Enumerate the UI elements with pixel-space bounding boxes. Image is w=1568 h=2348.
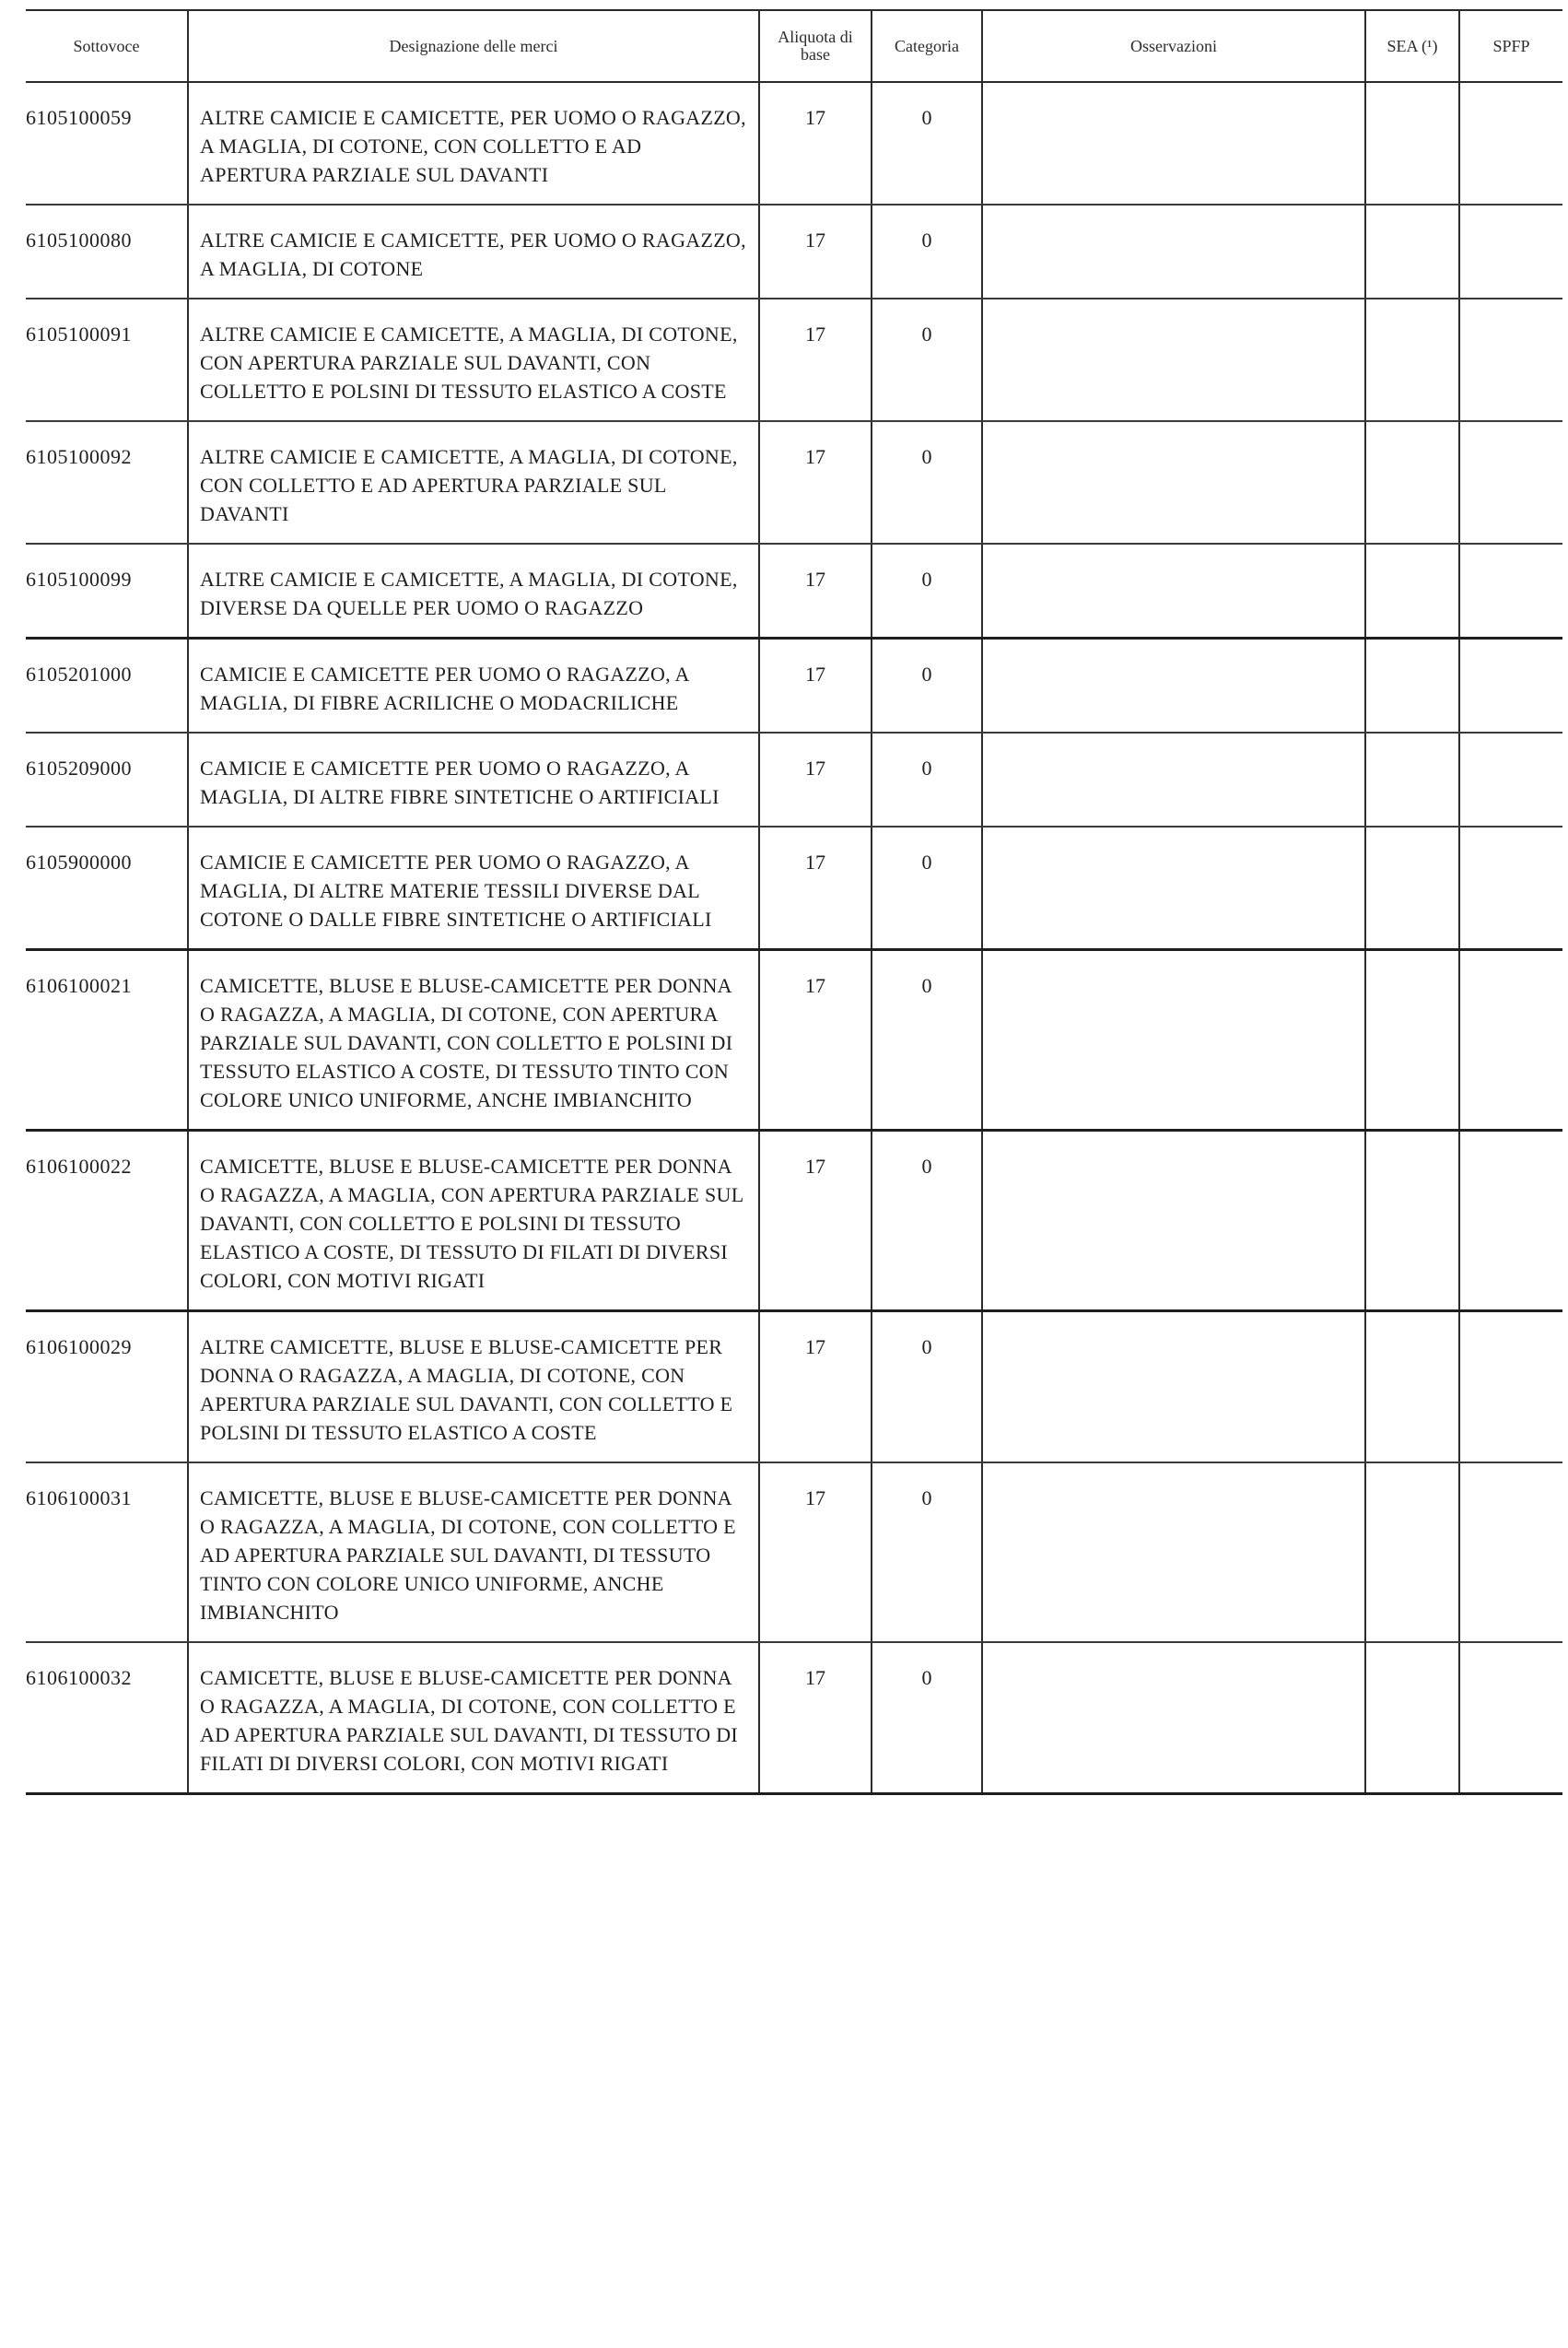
cell-description: ALTRE CAMICETTE, BLUSE E BLUSE-CAMICETTE PER DONNA O RAGAZZA, A MAGLIA, DI COTONE, CON APERTURA PARZIALE SUL DAVANTI, CON COLLETTO E POLSINI DI TESSUTO ELASTICO A COSTE — [188, 1311, 759, 1463]
cell-observations — [982, 82, 1365, 205]
table-row — [26, 950, 1562, 1131]
cell-description: CAMICETTE, BLUSE E BLUSE-CAMICETTE PER DONNA O RAGAZZA, A MAGLIA, CON APERTURA PARZIALE SUL DAVANTI, CON COLLETTO E POLSINI DI TESSUTO ELASTICO A COSTE, DI TESSUTO DI FILATI DI DIVERSI COLORI, CON MOTIVI RIGATI — [188, 1131, 759, 1311]
table-row — [26, 1462, 1562, 1642]
cell-base-rate: 17 — [759, 1462, 872, 1642]
cell-description: ALTRE CAMICIE E CAMICETTE, PER UOMO O RAGAZZO, A MAGLIA, DI COTONE, CON COLLETTO E AD APERTURA PARZIALE SUL DAVANTI — [188, 82, 759, 205]
cell-code: 6105209000 — [26, 733, 188, 827]
header-category: Categoria — [872, 10, 982, 82]
cell-category: 0 — [872, 82, 982, 205]
cell-sea — [1365, 950, 1459, 1131]
cell-description: ALTRE CAMICIE E CAMICETTE, A MAGLIA, DI COTONE, CON COLLETTO E AD APERTURA PARZIALE SUL DAVANTI — [188, 421, 759, 544]
cell-category: 0 — [872, 1131, 982, 1311]
cell-code: 6106100021 — [26, 950, 188, 1131]
cell-sea — [1365, 421, 1459, 544]
cell-code: 6105100080 — [26, 205, 188, 299]
table-row — [26, 82, 1562, 205]
cell-code: 6106100031 — [26, 1462, 188, 1642]
table-row — [26, 1642, 1562, 1794]
table-header — [26, 10, 1562, 82]
cell-description: CAMICIE E CAMICETTE PER UOMO O RAGAZZO, A MAGLIA, DI ALTRE MATERIE TESSILI DIVERSE DAL COTONE O DALLE FIBRE SINTETICHE O ARTIFICIALI — [188, 827, 759, 950]
cell-code: 6105100099 — [26, 544, 188, 639]
cell-observations — [982, 1311, 1365, 1463]
cell-base-rate: 17 — [759, 1131, 872, 1311]
cell-spfp — [1459, 421, 1562, 544]
header-sea: SEA (¹) — [1365, 10, 1459, 82]
cell-sea — [1365, 1642, 1459, 1794]
cell-description: CAMICETTE, BLUSE E BLUSE-CAMICETTE PER DONNA O RAGAZZA, A MAGLIA, DI COTONE, CON APERTURA PARZIALE SUL DAVANTI, CON COLLETTO E POLSINI DI TESSUTO ELASTICO A COSTE, DI TESSUTO TINTO CON COLORE UNICO UNIFORME, ANCHE IMBIANCHITO — [188, 950, 759, 1131]
table-row — [26, 299, 1562, 421]
cell-observations — [982, 205, 1365, 299]
cell-spfp — [1459, 733, 1562, 827]
cell-code: 6106100029 — [26, 1311, 188, 1463]
cell-category: 0 — [872, 544, 982, 639]
cell-sea — [1365, 639, 1459, 734]
cell-base-rate: 17 — [759, 1642, 872, 1794]
cell-observations — [982, 1131, 1365, 1311]
cell-spfp — [1459, 950, 1562, 1131]
cell-category: 0 — [872, 299, 982, 421]
cell-category: 0 — [872, 205, 982, 299]
header-code: Sottovoce — [26, 10, 188, 82]
cell-category: 0 — [872, 639, 982, 734]
cell-base-rate: 17 — [759, 205, 872, 299]
cell-observations — [982, 421, 1365, 544]
cell-observations — [982, 733, 1365, 827]
cell-base-rate: 17 — [759, 82, 872, 205]
cell-base-rate: 17 — [759, 1311, 872, 1463]
cell-base-rate: 17 — [759, 544, 872, 639]
cell-spfp — [1459, 544, 1562, 639]
tariff-table — [26, 9, 1562, 1795]
cell-sea — [1365, 1131, 1459, 1311]
table-row — [26, 827, 1562, 950]
cell-category: 0 — [872, 421, 982, 544]
cell-sea — [1365, 827, 1459, 950]
cell-spfp — [1459, 639, 1562, 734]
cell-base-rate: 17 — [759, 733, 872, 827]
header-row — [26, 10, 1562, 82]
cell-observations — [982, 950, 1365, 1131]
tariff-document — [26, 9, 1562, 1795]
cell-sea — [1365, 299, 1459, 421]
cell-category: 0 — [872, 1642, 982, 1794]
cell-spfp — [1459, 299, 1562, 421]
cell-base-rate: 17 — [759, 827, 872, 950]
cell-code: 6105100091 — [26, 299, 188, 421]
cell-code: 6105100059 — [26, 82, 188, 205]
cell-category: 0 — [872, 827, 982, 950]
cell-spfp — [1459, 1462, 1562, 1642]
cell-description: CAMICETTE, BLUSE E BLUSE-CAMICETTE PER DONNA O RAGAZZA, A MAGLIA, DI COTONE, CON COLLETTO E AD APERTURA PARZIALE SUL DAVANTI, DI TESSUTO DI FILATI DI DIVERSI COLORI, CON MOTIVI RIGATI — [188, 1642, 759, 1794]
cell-description: CAMICIE E CAMICETTE PER UOMO O RAGAZZO, A MAGLIA, DI ALTRE FIBRE SINTETICHE O ARTIFICIALI — [188, 733, 759, 827]
table-row — [26, 1131, 1562, 1311]
cell-sea — [1365, 733, 1459, 827]
cell-observations — [982, 299, 1365, 421]
cell-sea — [1365, 205, 1459, 299]
header-observations: Osservazioni — [982, 10, 1365, 82]
table-row — [26, 421, 1562, 544]
cell-base-rate: 17 — [759, 639, 872, 734]
cell-sea — [1365, 82, 1459, 205]
cell-sea — [1365, 1462, 1459, 1642]
cell-category: 0 — [872, 1462, 982, 1642]
table-row — [26, 544, 1562, 639]
cell-description: ALTRE CAMICIE E CAMICETTE, PER UOMO O RAGAZZO, A MAGLIA, DI COTONE — [188, 205, 759, 299]
cell-description: ALTRE CAMICIE E CAMICETTE, A MAGLIA, DI COTONE, CON APERTURA PARZIALE SUL DAVANTI, CON COLLETTO E POLSINI DI TESSUTO ELASTICO A COSTE — [188, 299, 759, 421]
cell-spfp — [1459, 1131, 1562, 1311]
cell-code: 6105100092 — [26, 421, 188, 544]
cell-spfp — [1459, 1311, 1562, 1463]
cell-category: 0 — [872, 733, 982, 827]
header-spfp: SPFP — [1459, 10, 1562, 82]
cell-spfp — [1459, 1642, 1562, 1794]
cell-sea — [1365, 544, 1459, 639]
cell-base-rate: 17 — [759, 421, 872, 544]
header-description: Designazione delle merci — [188, 10, 759, 82]
cell-category: 0 — [872, 1311, 982, 1463]
cell-code: 6105900000 — [26, 827, 188, 950]
cell-observations — [982, 827, 1365, 950]
cell-spfp — [1459, 827, 1562, 950]
cell-code: 6106100032 — [26, 1642, 188, 1794]
cell-description: CAMICETTE, BLUSE E BLUSE-CAMICETTE PER DONNA O RAGAZZA, A MAGLIA, DI COTONE, CON COLLETTO E AD APERTURA PARZIALE SUL DAVANTI, DI TESSUTO TINTO CON COLORE UNICO UNIFORME, ANCHE IMBIANCHITO — [188, 1462, 759, 1642]
cell-observations — [982, 544, 1365, 639]
cell-description: CAMICIE E CAMICETTE PER UOMO O RAGAZZO, A MAGLIA, DI FIBRE ACRILICHE O MODACRILICHE — [188, 639, 759, 734]
cell-observations — [982, 639, 1365, 734]
table-row — [26, 733, 1562, 827]
table-row — [26, 1311, 1562, 1463]
header-base-rate: Aliquota di base — [759, 10, 872, 82]
cell-code: 6106100022 — [26, 1131, 188, 1311]
cell-description: ALTRE CAMICIE E CAMICETTE, A MAGLIA, DI COTONE, DIVERSE DA QUELLE PER UOMO O RAGAZZO — [188, 544, 759, 639]
cell-observations — [982, 1462, 1365, 1642]
cell-spfp — [1459, 82, 1562, 205]
table-row — [26, 205, 1562, 299]
cell-spfp — [1459, 205, 1562, 299]
table-body — [26, 82, 1562, 1794]
cell-base-rate: 17 — [759, 299, 872, 421]
cell-code: 6105201000 — [26, 639, 188, 734]
cell-observations — [982, 1642, 1365, 1794]
cell-sea — [1365, 1311, 1459, 1463]
table-row — [26, 639, 1562, 734]
cell-base-rate: 17 — [759, 950, 872, 1131]
cell-category: 0 — [872, 950, 982, 1131]
